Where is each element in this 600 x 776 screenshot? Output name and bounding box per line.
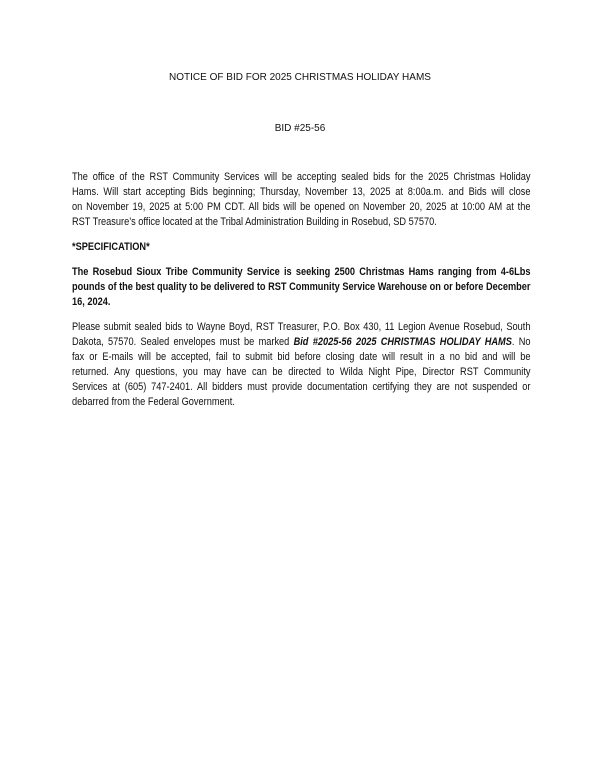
specification-heading: *SPECIFICATION* (72, 241, 150, 253)
paragraph-line: debarred from the Federal Government. (72, 396, 235, 408)
line-text: Dakota, 57570. Sealed envelopes must be marked (72, 336, 294, 348)
specification-heading-block (72, 240, 599, 255)
line-text: . No (511, 336, 531, 348)
paragraph-line: fax or E-mails will be accepted, fail to submit bid before closing date will result in a no bid and will be (72, 351, 531, 363)
paragraph-line: Services at (605) 747-2401. All bidders must provide documentation certifying they are not suspended or (72, 381, 531, 393)
paragraph-line: Please submit sealed bids to Wayne Boyd, RST Treasurer, P.O. Box 430, 11 Legion Avenue Rosebud, South (72, 321, 531, 333)
paragraph-line: The office of the RST Community Services will be accepting sealed bids for the 2025 Christmas Holiday (72, 171, 531, 183)
bid-number: BID #25-56 (274, 123, 326, 134)
bid-marking: Bid #2025-56 2025 CHRISTMAS HOLIDAY HAMS (293, 336, 512, 348)
paragraph-line: returned. Any questions, you may have can be directed to Wilda Night Pipe, Director RST Community (72, 366, 531, 378)
paragraph-line: Hams. Will start accepting Bids beginning; Thursday, November 13, 2025 at 8:00a.m. and Bids will close (72, 186, 531, 198)
paragraph-line (72, 335, 530, 350)
paragraph-line: The Rosebud Sioux Tribe Community Service is seeking 2500 Christmas Hams ranging from 4-6Lbs (72, 266, 531, 278)
paragraph-line: on November 19, 2025 at 5:00 PM CDT. All bids will be opened on November 20, 2025 at 10:00 AM at the (72, 201, 531, 213)
paragraph-line: 16, 2024. (72, 296, 111, 308)
specification-paragraph (72, 265, 599, 310)
intro-paragraph (72, 170, 599, 230)
paragraph-line: RST Treasure’s office located at the Tribal Administration Building in Rosebud, SD 57570. (72, 216, 437, 228)
paragraph-line: pounds of the best quality to be delivered to RST Community Service Warehouse on or before December (72, 281, 531, 293)
notice-title: NOTICE OF BID FOR 2025 CHRISTMAS HOLIDAY HAMS (169, 72, 431, 83)
submission-paragraph (72, 320, 599, 410)
